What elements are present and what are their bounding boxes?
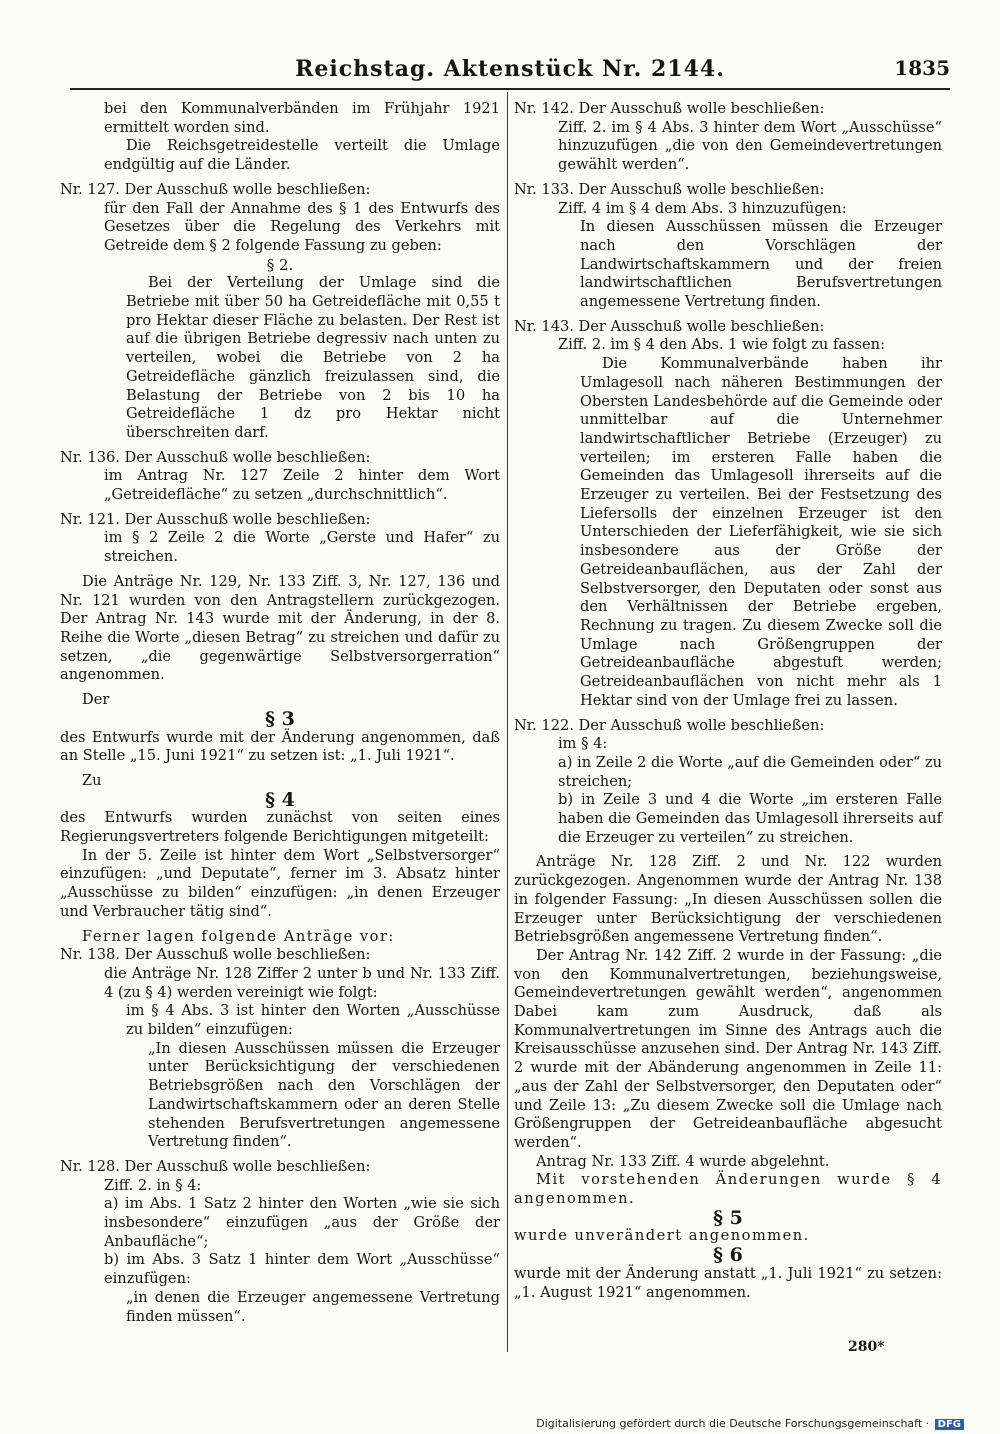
paragraph: Bei der Verteilung der Umlage sind die Betriebe mit über 50 ha Getreidefläche mit 0,55 t pro Hektar dieser Fläche zu belasten. Der Rest ist auf die übrigen Betriebe degressiv nach unten zu verteilen, wobei die Betriebe von 2 ha Getreidefläche gänzlich freizulassen sind, die Belastung der Betriebe von 2 bis 10 ha Getreidefläche 1 dz pro Hektar nicht überschreiten darf.: [126, 274, 500, 441]
paragraph: Ziff. 2. im § 4 den Abs. 1 wie folgt zu fassen:: [558, 336, 885, 354]
paragraph: die Anträge Nr. 128 Ziffer 2 unter b und Nr. 133 Ziff. 4 (zu § 4) werden vereinigt wie folgt:: [104, 964, 500, 1001]
motion-heading: Nr. 136. Der Ausschuß wolle beschließen:: [60, 448, 371, 466]
motion-heading: Nr. 142. Der Ausschuß wolle beschließen:: [514, 100, 825, 117]
paragraph: Die Reichsgetreidestelle verteilt die Umlage endgültig auf die Länder.: [104, 137, 500, 174]
paragraph: wurde unverändert angenommen.: [514, 1227, 810, 1245]
list-item: b) im Abs. 3 Satz 1 hinter dem Wort „Ausschüsse“ einzufügen:: [104, 1251, 500, 1288]
list-item: b) in Zeile 3 und 4 die Worte „im ersteren Falle haben die Gemeinden das Umlagesoll ihrerseits auf die Erzeuger zu verteilen“ zu streichen.: [558, 791, 942, 846]
paragraph: des Entwurfs wurde mit der Änderung angenommen, daß an Stelle „15. Juni 1921“ zu setzen ist: „1. Juli 1921“.: [60, 728, 500, 765]
section-heading: § 6: [713, 1244, 743, 1267]
paragraph: Ziff. 2. in § 4:: [104, 1176, 202, 1194]
paragraph: „in denen die Erzeuger angemessene Vertretung finden müssen“.: [126, 1288, 500, 1325]
paragraph: wurde mit der Änderung anstatt „1. Juli 1921“ zu setzen: „1. August 1921“ angenommen.: [514, 1264, 942, 1301]
paragraph: Mit vorstehenden Änderungen wurde § 4 angenommen.: [514, 1171, 942, 1208]
motion-heading: Nr. 122. Der Ausschuß wolle beschließen:: [514, 716, 825, 734]
column-divider: [507, 92, 508, 1352]
footer-text: Digitalisierung gefördert durch die Deutsche Forschungsgemeinschaft ·: [536, 1417, 930, 1430]
right-column: [514, 100, 942, 1302]
dfg-logo: DFG: [935, 1419, 964, 1430]
paragraph: Die Anträge Nr. 129, Nr. 133 Ziff. 3, Nr. 127, 136 und Nr. 121 wurden von den Antragstellern zurückgezogen. Der Antrag Nr. 143 wurde mit der Änderung, in der 8. Reihe die Worte „diesen Betrag“ zu streichen und dafür zu setzen, „die gegenwärtige Selbstversorgerration“ angenommen.: [60, 572, 500, 684]
paragraph: Ziff. 4 im § 4 dem Abs. 3 hinzuzufügen:: [558, 199, 847, 217]
paragraph: im § 4 Abs. 3 ist hinter den Worten „Ausschüsse zu bilden“ einzufügen:: [126, 1002, 500, 1039]
motion-heading: Nr. 121. Der Ausschuß wolle beschließen:: [60, 510, 371, 528]
page-number: 1835: [894, 56, 950, 80]
paragraph: Die Kommunalverbände haben ihr Umlagesoll nach näheren Bestimmungen der Obersten Landesbehörde auf die Gemeinde oder unmittelbar auf die Unternehmer landwirtschaftlicher Betriebe (Erzeuger) zu verteilen; im ersteren Falle haben die Gemeinden das Umlagesoll ihrerseits auf die Erzeuger zu verteilen. Bei der Festsetzung des Liefersolls der einzelnen Erzeuger ist den Unterschieden der Lieferfähigkeit, wie sie sich insbesondere aus der Größe der Getreideanbauflächen, aus der Zahl der Selbstversorger, den Deputaten oder sonst aus den Verhältnissen der Betriebe ergeben, Rechnung zu tragen. Zu diesem Zwecke soll die Umlage nach Größengruppen der Getreideanbaufläche abgestuft werden; Getreideanbauflächen von nicht mehr als 1 Hektar sind von der Umlage frei zu lassen.: [580, 355, 942, 709]
page-header: [70, 56, 950, 86]
sheet-signature: 280*: [848, 1339, 885, 1355]
paragraph: bei den Kommunalverbänden im Frühjahr 1921 ermittelt worden sind.: [104, 100, 500, 136]
running-title: Reichstag. Aktenstück Nr. 2144.: [295, 56, 725, 82]
motion-heading: Nr. 127. Der Ausschuß wolle beschließen:: [60, 180, 371, 198]
header-rule: [70, 88, 950, 90]
paragraph: für den Fall der Annahme des § 1 des Entwurfs des Gesetzes über die Regelung des Verkehrs mit Getreide dem § 2 folgende Fassung zu geben:: [104, 199, 500, 254]
paragraph: des Entwurfs wurden zunächst von seiten eines Regierungsvertreters folgende Berichtigungen mitgeteilt:: [60, 809, 500, 846]
paragraph: Der Antrag Nr. 142 Ziff. 2 wurde in der Fassung: „die von den Kommunalvertretungen, beziehungsweise, Gemeindevertretungen gewählt werden“, angenommen Dabei kam zum Ausdruck, daß als Kommunalvertretungen im Sinne des Antrags auch die Kreisausschüsse anzusehen sind. Der Antrag Nr. 143 Ziff. 2 wurde mit der Abänderung angenommen in Zeile 11: „aus der Zahl der Selbstversorger, den Deputaten oder“ und Zeile 13: „Zu diesem Zwecke soll die Umlage nach Größengruppen der Getreideanbaufläche abgesucht werden“.: [514, 946, 942, 1151]
paragraph: im § 4:: [558, 735, 608, 753]
list-item: a) im Abs. 1 Satz 2 hinter den Worten „wie sie sich insbesondere“ einzufügen „aus der Größe der Anbaufläche“;: [104, 1195, 500, 1250]
paragraph: im Antrag Nr. 127 Zeile 2 hinter dem Wort „Getreidefläche“ zu setzen „durchschnittlich“.: [104, 467, 500, 504]
paragraph: Ziff. 2. im § 4 Abs. 3 hinter dem Wort „Ausschüsse“ hinzuzufügen „die von den Gemeindevertretungen gewählt werden“.: [558, 118, 942, 174]
paragraph: Ferner lagen folgende Anträge vor:: [82, 927, 395, 945]
section-heading: § 4: [265, 788, 295, 811]
motion-heading: Nr. 138. Der Ausschuß wolle beschließen:: [60, 946, 371, 964]
digitization-footer: [536, 1417, 964, 1430]
section-heading: § 3: [265, 707, 295, 730]
motion-heading: Nr. 133. Der Ausschuß wolle beschließen:: [514, 180, 825, 198]
paragraph: im § 2 Zeile 2 die Worte „Gerste und Hafer“ zu streichen.: [104, 529, 500, 566]
paragraph: Anträge Nr. 128 Ziff. 2 und Nr. 122 wurden zurückgezogen. Angenommen wurde der Antrag Nr. 138 in folgender Fassung: „In diesen Ausschüssen sollen die Erzeuger unter Berücksichtigung der verschiedenen Betriebsgrößen angemessene Vertretung finden“.: [514, 853, 942, 946]
paragraph: Antrag Nr. 133 Ziff. 4 wurde abgelehnt.: [536, 1152, 830, 1170]
list-item: a) in Zeile 2 die Worte „auf die Gemeinden oder“ zu streichen;: [558, 753, 943, 790]
paragraph: In der 5. Zeile ist hinter dem Wort „Selbstversorger“ einzufügen: „und Deputate“, ferner im 3. Absatz hinter „Ausschüsse zu bilden“ einzufügen: „in denen Erzeuger und Verbraucher tätig sind“.: [60, 846, 500, 920]
paragraph: Der: [82, 691, 110, 709]
paragraph: In diesen Ausschüssen müssen die Erzeuger nach den Vorschlägen der Landwirtschaftskammern und der freien landwirtschaftlichen Berufsvertretungen angemessene Vertretung finden.: [580, 218, 942, 311]
left-column: [60, 100, 500, 1326]
motion-heading: Nr. 143. Der Ausschuß wolle beschließen:: [514, 317, 825, 335]
motion-heading: Nr. 128. Der Ausschuß wolle beschließen:: [60, 1157, 371, 1175]
section-heading: § 2.: [266, 255, 294, 274]
paragraph: „In diesen Ausschüssen müssen die Erzeuger unter Berücksichtigung der verschiedenen Betriebsgrößen nach den Vorschlägen der Landwirtschaftskammern oder an deren Stelle stehenden Berufsvertretungen angemessene Vertretung finden“.: [148, 1039, 500, 1151]
section-heading: § 5: [713, 1206, 743, 1229]
paragraph: Zu: [82, 771, 102, 789]
